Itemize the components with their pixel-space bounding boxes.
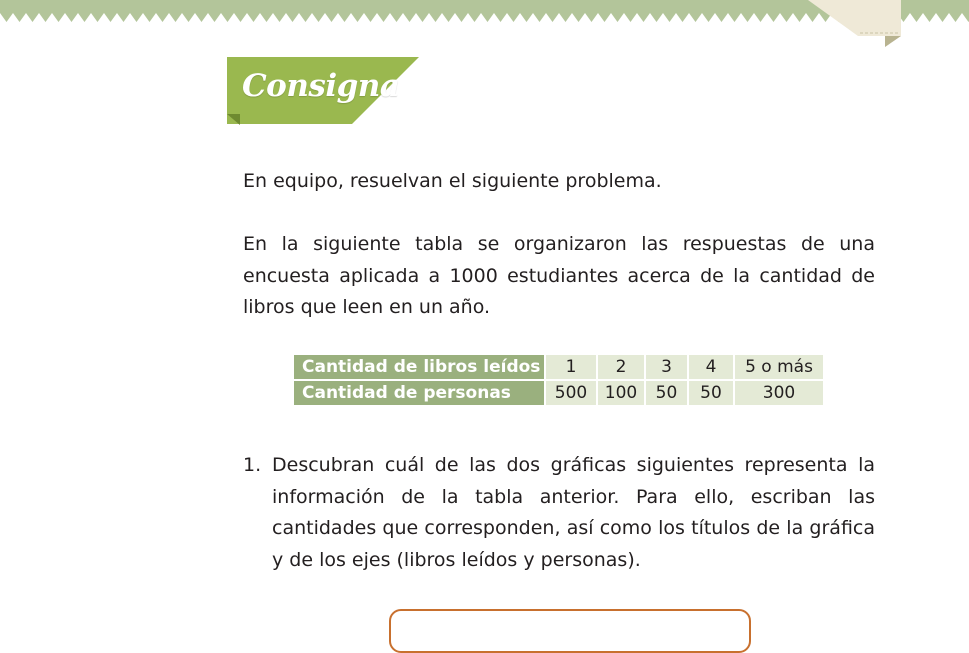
corner-tab-decoration — [808, 0, 903, 48]
chart-frame — [389, 609, 751, 653]
table-cell: 4 — [689, 355, 733, 379]
context-paragraph: En la siguiente tabla se organizaron las respuestas de una encuesta aplicada a 1000 estudiantes acerca de la cantidad de libros que leen en un año. — [243, 233, 875, 318]
table-row-people — [294, 381, 823, 405]
table-cell: 500 — [546, 381, 596, 405]
question-text: Descubran cuál de las dos gráficas siguientes representa la información de la tabla anterior. Para ello, escriban las cantidades que corresponden, así como los títulos de la gráfica y de los ejes (libros leídos y personas). — [272, 454, 875, 571]
table-cell: 2 — [598, 355, 644, 379]
books-survey-table — [292, 353, 825, 407]
question-number: 1. — [243, 454, 262, 476]
table-cell: 50 — [689, 381, 733, 405]
section-title: Consigna — [242, 68, 400, 104]
table-cell: 5 o más — [735, 355, 823, 379]
table-cell: 3 — [646, 355, 687, 379]
table-cell: 300 — [735, 381, 823, 405]
row-header-people: Cantidad de personas — [294, 381, 544, 405]
table-cell: 50 — [646, 381, 687, 405]
table-cell: 1 — [546, 355, 596, 379]
intro-text: En equipo, resuelvan el siguiente problema. — [243, 170, 662, 192]
row-header-books: Cantidad de libros leídos — [294, 355, 544, 379]
question-item — [243, 450, 875, 576]
table-row-books — [294, 355, 823, 379]
table-cell: 100 — [598, 381, 644, 405]
